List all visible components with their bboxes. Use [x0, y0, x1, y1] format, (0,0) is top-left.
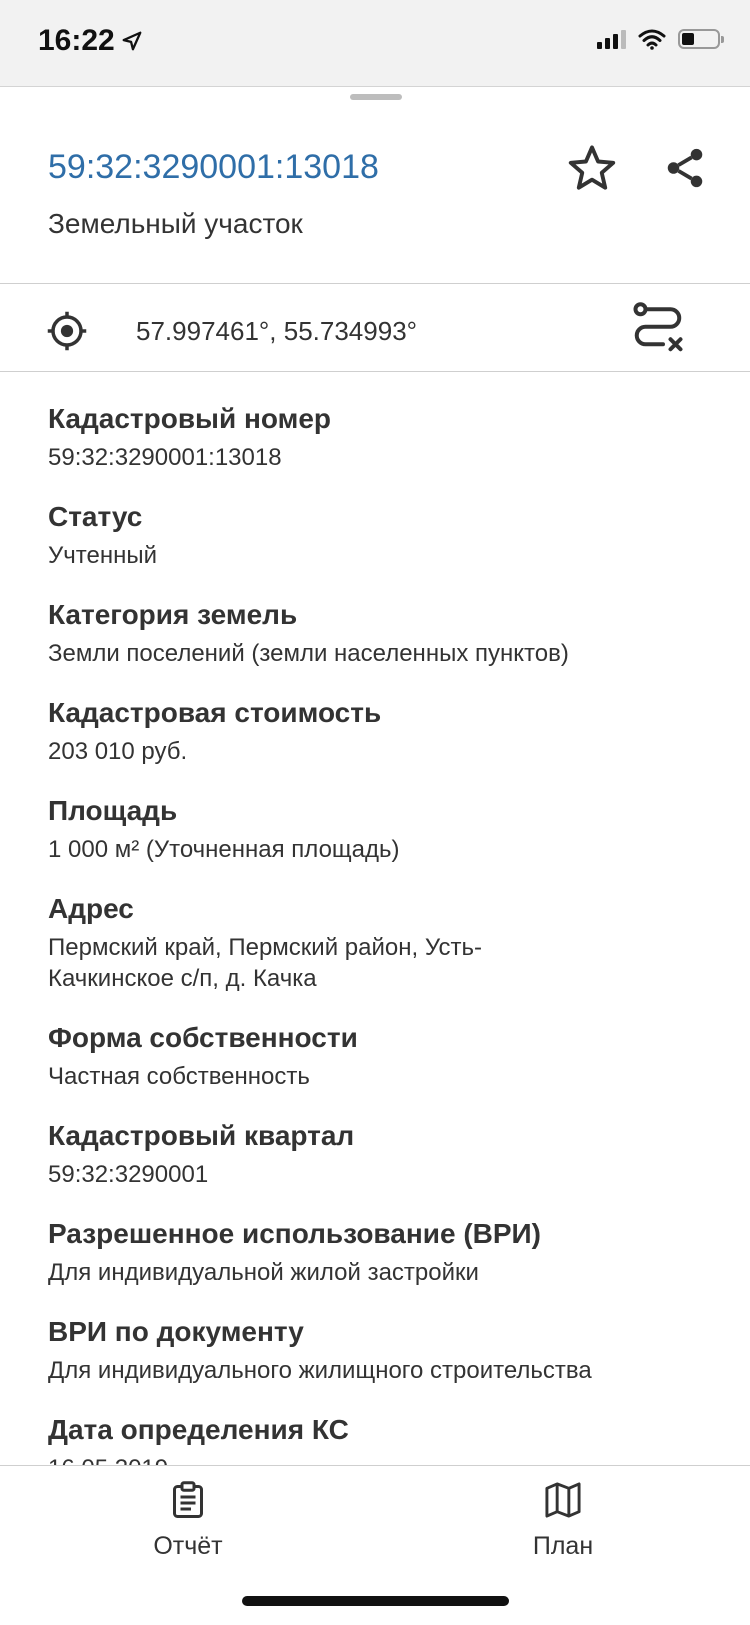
route-button[interactable] — [628, 298, 688, 358]
coordinates-text[interactable]: 57.997461°, 55.734993° — [136, 316, 418, 346]
crosshair-location-icon[interactable] — [46, 310, 88, 352]
field-value: 59:32:3290001:13018 — [48, 444, 282, 471]
location-arrow-icon — [121, 30, 143, 52]
field-label: Разрешенное использование (ВРИ) — [48, 1218, 541, 1249]
coords-divider — [0, 371, 750, 372]
field-value[interactable]: 59:32:3290001 — [48, 1161, 209, 1188]
field-label: ВРИ по документу — [48, 1316, 304, 1347]
field-label: Категория земель — [48, 599, 298, 630]
field-address — [48, 892, 568, 994]
header-divider — [0, 283, 750, 284]
field-value: Пермский край, Пермский район, Усть-Качкинское с/п, д. Качка — [48, 934, 482, 992]
field-cadastral-value — [48, 696, 718, 767]
share-button[interactable] — [655, 138, 715, 198]
tab-report[interactable] — [118, 1480, 258, 1561]
cadastral-number-title: 59:32:3290001:13018 — [48, 148, 379, 186]
field-cadastral-quarter — [48, 1119, 718, 1190]
share-icon — [662, 145, 708, 191]
field-value: Для индивидуальной жилой застройки — [48, 1259, 479, 1286]
field-cadastral-number — [48, 402, 718, 473]
field-status — [48, 500, 718, 571]
field-permitted-use — [48, 1217, 718, 1288]
field-land-category — [48, 598, 718, 669]
field-label: Кадастровая стоимость — [48, 697, 382, 728]
field-label: Кадастровый квартал — [48, 1120, 355, 1151]
sheet-grabber[interactable] — [350, 94, 402, 100]
field-label: Кадастровый номер — [48, 403, 331, 434]
field-label: Адрес — [48, 893, 134, 924]
field-label: Дата определения КС — [48, 1414, 349, 1445]
status-time — [38, 24, 143, 58]
field-area — [48, 794, 718, 865]
wifi-icon — [638, 28, 666, 50]
field-label: Площадь — [48, 795, 178, 826]
home-indicator[interactable] — [242, 1596, 509, 1606]
battery-icon — [678, 29, 720, 49]
field-permitted-use-document — [48, 1315, 718, 1386]
object-type: Земельный участок — [48, 208, 303, 239]
field-value: 203 010 руб. — [48, 738, 188, 765]
field-value: Для индивидуального жилищного строительства — [48, 1357, 592, 1384]
map-icon — [544, 1480, 582, 1520]
field-value: Земли поселений (земли населенных пунктов) — [48, 640, 569, 667]
cellular-signal-icon — [597, 29, 626, 49]
field-value: 1 000 м² (Уточненная площадь) — [48, 836, 400, 863]
star-icon — [566, 142, 618, 194]
route-cancel-icon — [628, 298, 688, 358]
field-value: Частная собственность — [48, 1063, 310, 1090]
status-bar — [0, 0, 750, 87]
tab-plan-label: План — [532, 1532, 594, 1560]
field-value: Учтенный — [48, 542, 157, 569]
favorite-button[interactable] — [562, 138, 622, 198]
status-icons — [597, 28, 720, 50]
status-time-text: 16:22 — [38, 24, 115, 57]
tab-report-label: Отчёт — [153, 1532, 223, 1560]
field-ownership-form — [48, 1021, 718, 1092]
field-label: Статус — [48, 501, 143, 532]
tab-plan[interactable] — [493, 1480, 633, 1561]
clipboard-icon — [170, 1480, 206, 1520]
field-label: Форма собственности — [48, 1022, 358, 1053]
